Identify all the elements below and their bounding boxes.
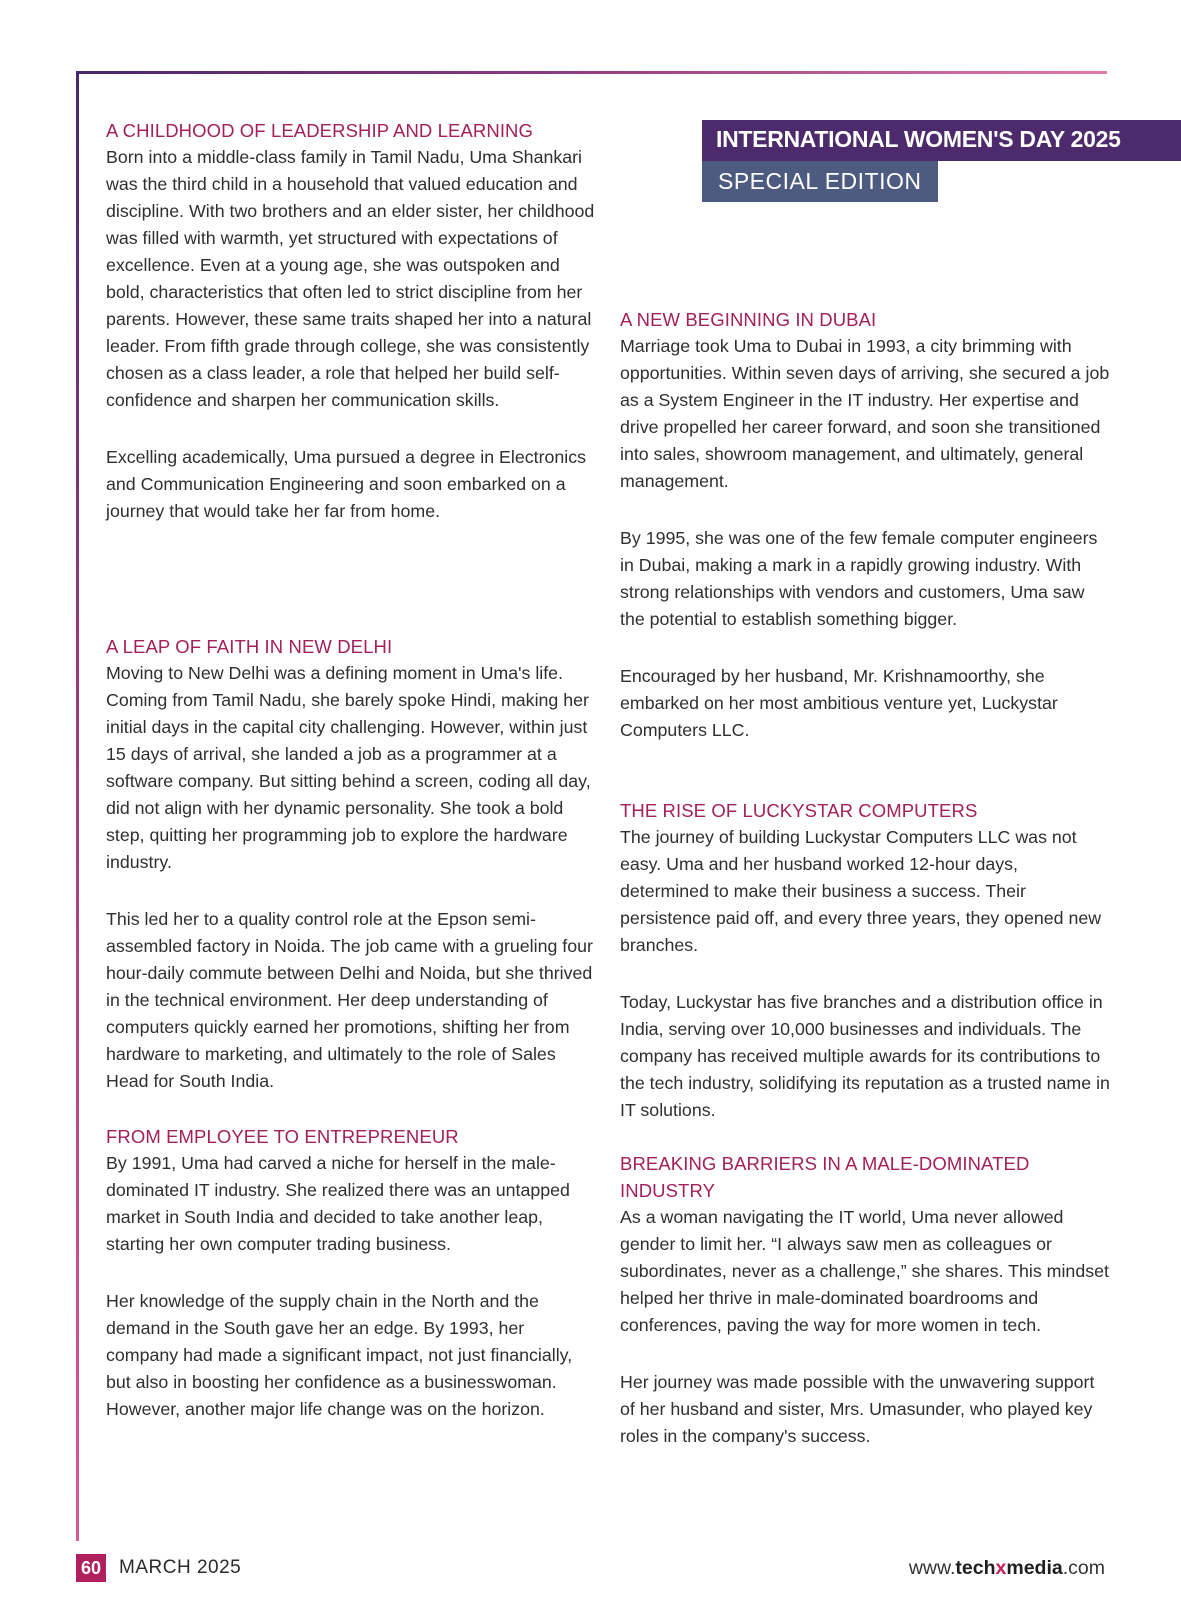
left-border-line xyxy=(76,71,79,1541)
section-paragraph: Moving to New Delhi was a defining moment in Uma's life. Coming from Tamil Nadu, she barely spoke Hindi, making her initial days in the capital city challenging. However, within just 15 days of arrival, she landed a job as a programmer at a software company. But sitting behind a screen, coding all day, did not align with her dynamic personality. She took a bold step, quitting her programming job to explore the hardware industry. xyxy=(106,663,591,872)
section-paragraph: By 1995, she was one of the few female computer engineers in Dubai, making a mark in a rapidly growing industry. With strong relationships with vendors and customers, Uma saw the potential to establish something bigger. xyxy=(620,528,1098,629)
section-childhood xyxy=(106,117,596,525)
section-paragraph: The journey of building Luckystar Computers LLC was not easy. Uma and her husband worked 12-hour days, determined to make their business a success. Their persistence paid off, and every three years, they opened new branches. xyxy=(620,827,1102,955)
section-heading: FROM EMPLOYEE TO ENTREPRENEUR xyxy=(106,1126,459,1147)
section-breaking-barriers xyxy=(620,1150,1110,1450)
section-heading: BREAKING BARRIERS IN A MALE-DOMINATED INDUSTRY xyxy=(620,1153,1030,1201)
section-entrepreneur xyxy=(106,1123,596,1423)
section-paragraph: Marriage took Uma to Dubai in 1993, a city brimming with opportunities. Within seven days of arriving, she secured a job as a System Engineer in the IT industry. Her expertise and drive propelled her career forward, and soon she transitioned into sales, showroom management, and ultimately, general management. xyxy=(620,336,1110,491)
section-paragraph: Her knowledge of the supply chain in the North and the demand in the South gave her an edge. By 1993, her company had made a significant impact, not just financially, but also in boosting her confidence as a businesswoman. However, another major life change was on the horizon. xyxy=(106,1291,573,1419)
website-suffix: .com xyxy=(1062,1557,1105,1579)
section-heading: A LEAP OF FAITH IN NEW DELHI xyxy=(106,636,393,657)
banner-title: INTERNATIONAL WOMEN'S DAY 2025 xyxy=(716,126,1121,152)
section-paragraph: By 1991, Uma had carved a niche for herself in the male-dominated IT industry. She realized there was an untapped market in South India and decided to take another leap, starting her own computer trading business. xyxy=(106,1153,570,1254)
website-brand-media: media xyxy=(1006,1557,1063,1579)
section-paragraph: As a woman navigating the IT world, Uma never allowed gender to limit her. “I always saw men as colleagues or subordinates, never as a challenge,” she shares. This mindset helped her thrive in male-dominated boardrooms and conferences, paving the way for more women in tech. xyxy=(620,1207,1109,1335)
section-luckystar xyxy=(620,797,1110,1124)
section-paragraph: Today, Luckystar has five branches and a distribution office in India, serving over 10,000 businesses and individuals. The company has received multiple awards for its contributions to the tech industry, solidifying its reputation as a trusted name in IT solutions. xyxy=(620,992,1110,1120)
website-brand-x: x xyxy=(995,1557,1007,1579)
banner-subtitle: SPECIAL EDITION xyxy=(718,168,922,194)
section-heading: THE RISE OF LUCKYSTAR COMPUTERS xyxy=(620,800,978,821)
section-paragraph: Born into a middle-class family in Tamil Nadu, Uma Shankari was the third child in a household that valued education and discipline. With two brothers and an elder sister, her childhood was filled with warmth, yet structured with expectations of excellence. Even at a young age, she was outspoken and bold, characteristics that often led to strict discipline from her parents. However, these same traits shaped her into a natural leader. From fifth grade through college, she was consistently chosen as a class leader, a role that helped her build self-confidence and sharpen her communication skills. xyxy=(106,147,595,410)
section-paragraph: Encouraged by her husband, Mr. Krishnamoorthy, she embarked on her most ambitious venture yet, Luckystar Computers LLC. xyxy=(620,666,1058,740)
website-prefix: www. xyxy=(908,1557,956,1579)
issue-date: MARCH 2025 xyxy=(119,1557,242,1578)
section-heading: A CHILDHOOD OF LEADERSHIP AND LEARNING xyxy=(106,120,534,141)
section-new-delhi xyxy=(106,633,596,1095)
section-paragraph: Her journey was made possible with the unwavering support of her husband and sister, Mrs. Umasunder, who played key roles in the company's success. xyxy=(620,1372,1095,1446)
top-border-line xyxy=(76,71,1107,74)
section-heading: A NEW BEGINNING IN DUBAI xyxy=(620,309,877,330)
section-dubai xyxy=(620,306,1110,744)
edition-banner xyxy=(702,120,1181,161)
website-brand-tech: tech xyxy=(955,1557,996,1579)
page-number: 60 xyxy=(76,1554,106,1582)
website-link[interactable] xyxy=(909,1554,1105,1582)
edition-subtitle-banner xyxy=(702,161,938,202)
section-paragraph: This led her to a quality control role at the Epson semi-assembled factory in Noida. The job came with a grueling four hour-daily commute between Delhi and Noida, but she thrived in the technical environment. Her deep understanding of computers quickly earned her promotions, shifting her from hardware to marketing, and ultimately to the role of Sales Head for South India. xyxy=(106,909,593,1091)
section-paragraph: Excelling academically, Uma pursued a degree in Electronics and Communication Engineering and soon embarked on a journey that would take her far from home. xyxy=(106,447,586,521)
